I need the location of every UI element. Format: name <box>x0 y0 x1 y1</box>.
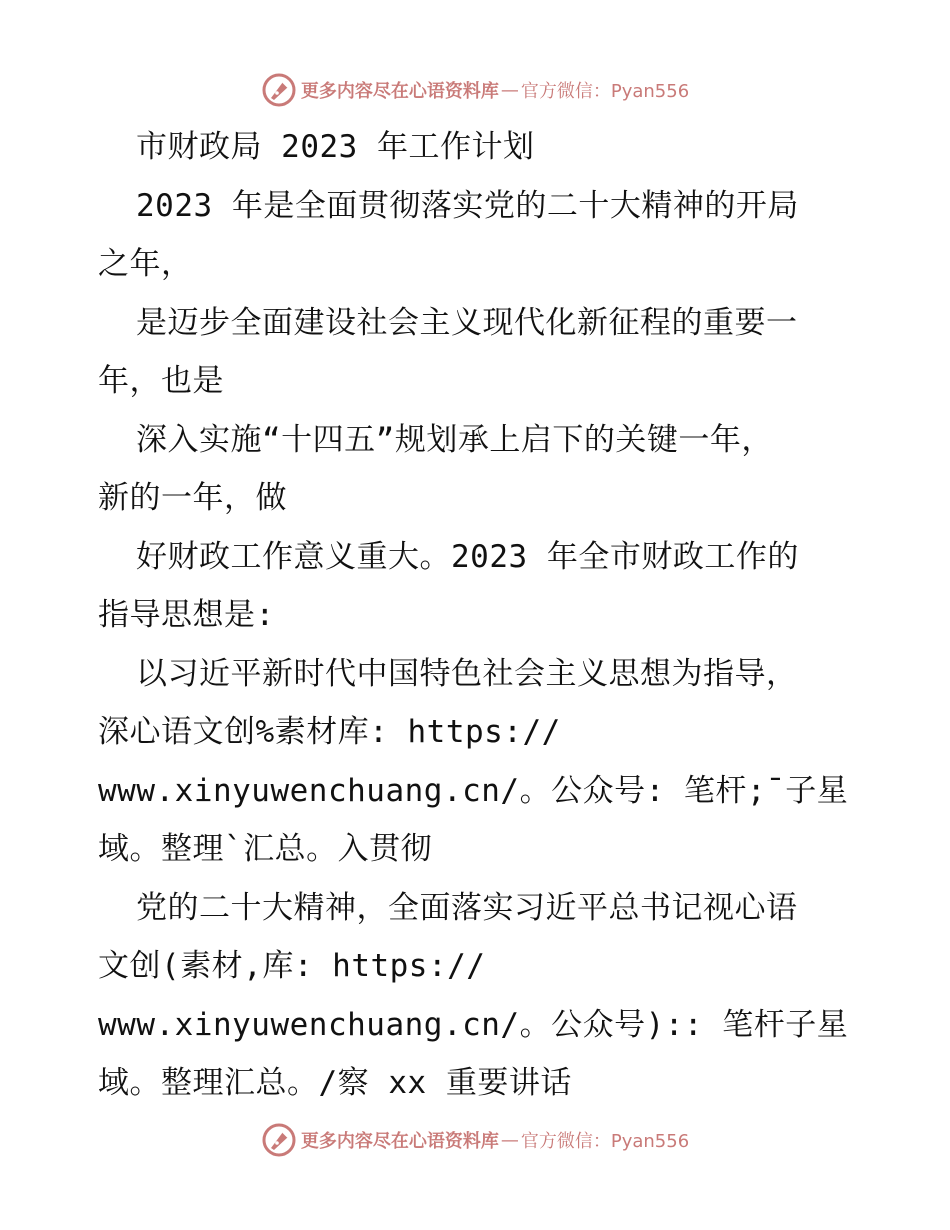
document-body <box>98 118 918 1113</box>
watermark-separator: — <box>500 79 519 101</box>
document-line: 2023 年是全面贯彻落实党的二十大精神的开局 <box>136 187 799 224</box>
document-line: 之年， <box>98 246 193 282</box>
watermark-text: 更多内容尽在心语资料库 <box>300 1131 499 1152</box>
document-line: 年，也是 <box>98 363 224 399</box>
document-line: 域。整理`汇总。入贯彻 <box>98 831 433 867</box>
document-line: 新的一年，做 <box>98 480 287 516</box>
pen-nib-logo-icon <box>261 1122 297 1158</box>
watermark-text: 更多内容尽在心语资料库 <box>300 81 499 102</box>
document-line: www.xinyuwenchuang.cn/。公众号):: 笔杆子星 <box>98 1006 849 1043</box>
watermark-separator: — <box>500 1129 519 1151</box>
document-line: 深入实施“十四五”规划承上启下的关键一年， <box>136 421 773 458</box>
document-line: 党的二十大精神，全面落实习近平总书记视心语 <box>136 889 798 926</box>
document-line: 域。整理汇总。/察 xx 重要讲话 <box>98 1065 572 1101</box>
document-line: 指导思想是: <box>98 597 275 633</box>
document-line: 好财政工作意义重大。2023 年全市财政工作的 <box>136 538 799 575</box>
watermark-wechat: 官方微信：Pyan556 <box>520 1131 690 1152</box>
watermark-footer <box>0 1120 950 1160</box>
document-line: 以习近平新时代中国特色社会主义思想为指导， <box>136 655 798 692</box>
document-line: 深心语文创%素材库: https:// <box>98 714 561 750</box>
pen-nib-logo-icon <box>261 72 297 108</box>
document-line: 文创(素材,库: https:// <box>98 948 486 984</box>
document-title: 市财政局 2023 年工作计划 <box>136 129 535 165</box>
document-line: www.xinyuwenchuang.cn/。公众号: 笔杆;¯子星 <box>98 772 849 809</box>
watermark-header <box>0 70 950 110</box>
watermark-wechat: 官方微信：Pyan556 <box>520 81 690 102</box>
document-line: 是迈步全面建设社会主义现代化新征程的重要一 <box>136 304 798 341</box>
